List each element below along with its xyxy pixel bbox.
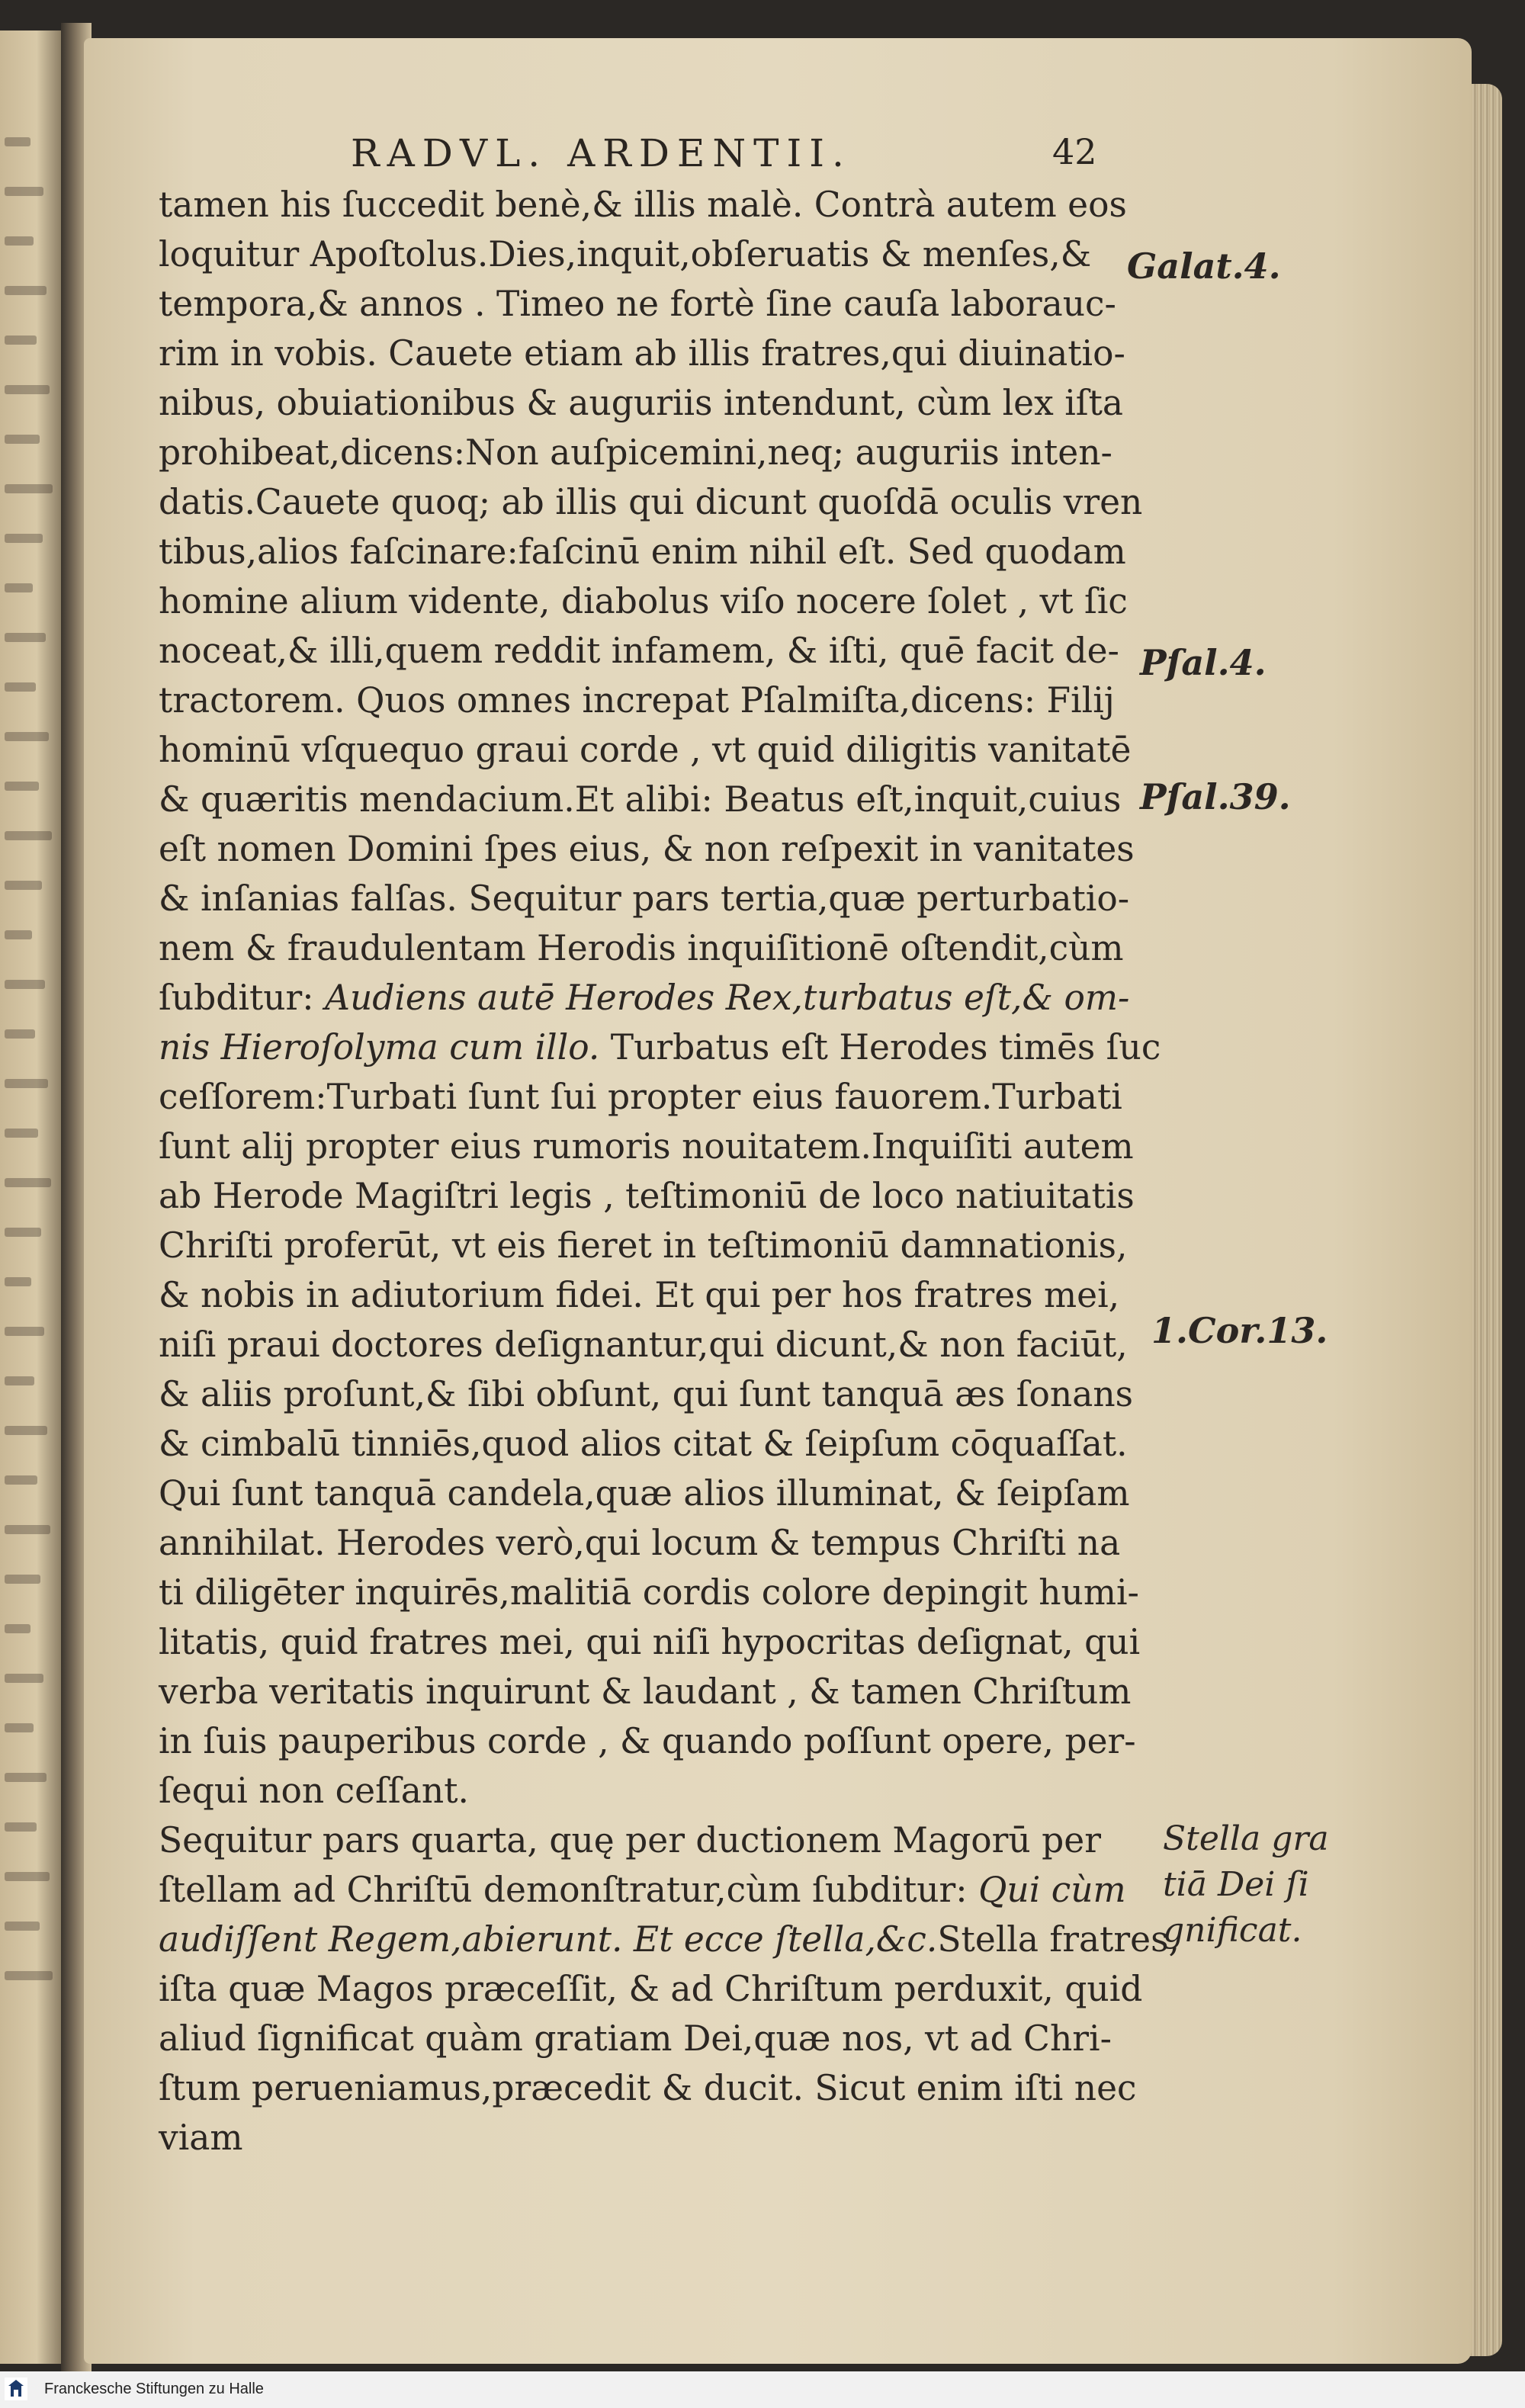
margin-note-psal-4: Pſal.4.: [1140, 642, 1267, 683]
facing-page-text-fragment: [5, 1872, 50, 1881]
margin-note-galat: Galat.4.: [1127, 246, 1281, 287]
facing-page-text-fragment: [5, 1029, 35, 1039]
text-line: [159, 824, 1150, 874]
facing-page-text-fragment: [5, 1525, 50, 1534]
text-line: [159, 1369, 1150, 1419]
facing-page-text-fragment: [5, 1922, 40, 1931]
text-segment: in ſuis pauperibus corde , & quando poſſunt opere, per-: [159, 1721, 1136, 1761]
text-line: [159, 1964, 1150, 2014]
stella-note-line: gnificat.: [1163, 1911, 1302, 1950]
text-line: [159, 676, 1150, 725]
text-line: [159, 1518, 1150, 1568]
text-segment: hominū vſquequo graui corde , vt quid diligitis vanitatē: [159, 730, 1132, 770]
text-segment: ſtum perueniamus,præcedit & ducit. Sicut enim iſti nec: [159, 2068, 1137, 2108]
text-line: [159, 1221, 1150, 1270]
text-line: [159, 923, 1150, 973]
text-line: [159, 1816, 1150, 1865]
stella-note-line: tiā Dei ſi: [1163, 1865, 1309, 1904]
text-segment: & nobis in adiutorium fidei. Et qui per hos fratres mei,: [159, 1275, 1120, 1315]
margin-note-stella: [1163, 1816, 1329, 1954]
running-title: RADVL. ARDENTII.: [351, 131, 852, 175]
text-segment: viam: [159, 2117, 243, 2158]
facing-page-text-fragment: [5, 1624, 30, 1633]
margin-note-cor: 1.Cor.13.: [1151, 1310, 1328, 1351]
italic-quote-segment: nis Hieroſolyma cum illo.: [159, 1027, 600, 1068]
text-line: [159, 1716, 1150, 1766]
text-line: [159, 725, 1150, 775]
facing-page-text-fragment: [5, 1475, 37, 1485]
text-line: [159, 626, 1150, 676]
footer-bar: [0, 2371, 1525, 2408]
text-segment: datis.Cauete quoq; ab illis qui dicunt quoſdā oculis vren: [159, 482, 1143, 522]
text-line: [159, 180, 1150, 230]
text-line: [159, 1270, 1150, 1320]
text-line: [159, 874, 1150, 923]
text-segment: nem & fraudulentam Herodis inquiſitionē oſtendit,cùm: [159, 928, 1124, 968]
page-number: 42: [1052, 131, 1097, 172]
facing-page-text-fragment: [5, 782, 39, 791]
stella-note-line: Stella gra: [1163, 1819, 1329, 1858]
text-line: [159, 2014, 1150, 2063]
text-line: [159, 428, 1150, 477]
text-segment: prohibeat,dicens:Non auſpicemini,neq; auguriis inten-: [159, 432, 1112, 473]
text-segment: ſunt alij propter eius rumoris nouitatem.Inquiſiti autem: [159, 1126, 1134, 1167]
text-segment: & cimbalū tinniēs,quod alios citat & ſeipſum cōquaſſat.: [159, 1424, 1128, 1464]
text-segment: litatis, quid fratres mei, qui niſi hypocritas deſignat, qui: [159, 1622, 1141, 1662]
text-segment: tempora,& annos . Timeo ne fortè ſine cauſa laborauc-: [159, 284, 1116, 324]
facing-page-text-fragment: [5, 1971, 53, 1980]
text-line: [159, 477, 1150, 527]
text-line: [159, 1469, 1150, 1518]
text-line: [159, 1072, 1150, 1122]
text-segment: rim in vobis. Cauete etiam ab illis fratres,qui diuinatio-: [159, 333, 1125, 374]
institution-logo-icon: [5, 2377, 27, 2400]
text-line: [159, 1122, 1150, 1171]
facing-page-text-fragment: [5, 1376, 34, 1385]
text-line: [159, 230, 1150, 279]
facing-page-text-fragment: [5, 1228, 41, 1237]
facing-page-text-fragment: [5, 534, 43, 543]
text-line: [159, 1667, 1150, 1716]
text-line: [159, 378, 1150, 428]
text-line: [159, 1419, 1150, 1469]
text-segment: iſta quæ Magos præceſſit, & ad Chriſtum perduxit, quid: [159, 1969, 1143, 2009]
facing-page-edge: [0, 31, 61, 2364]
text-line: [159, 279, 1150, 329]
text-segment: niſi praui doctores deſignantur,qui dicunt,& non faciūt,: [159, 1324, 1128, 1365]
text-line: [159, 1568, 1150, 1617]
facing-page-text-fragment: [5, 583, 33, 592]
text-line: [159, 1023, 1161, 1072]
text-segment: aliud ſignificat quàm gratiam Dei,quæ nos, vt ad Chri-: [159, 2018, 1112, 2059]
facing-page-text-fragment: [5, 732, 49, 741]
text-segment: Turbatus eſt Herodes timēs ſuc: [599, 1027, 1161, 1068]
text-segment: eſt nomen Domini ſpes eius, & non reſpexit in vanitates: [159, 829, 1135, 869]
facing-page-text-fragment: [5, 980, 45, 989]
facing-page-text-fragment: [5, 1674, 43, 1683]
facing-page-text-fragment: [5, 1723, 34, 1732]
body-text: [159, 180, 1180, 2162]
institution-name: Franckesche Stiftungen zu Halle: [44, 2381, 264, 2397]
facing-page-text-fragment: [5, 1079, 48, 1088]
facing-page-text-fragment: [5, 881, 42, 890]
facing-page-text-fragment: [5, 435, 40, 444]
text-segment: ti diligēter inquirēs,malitiā cordis colore depingit humi-: [159, 1572, 1139, 1613]
text-segment: ſtellam ad Chriſtū demonſtratur,cùm ſubditur:: [159, 1870, 979, 1910]
facing-page-text-fragment: [5, 1575, 40, 1584]
facing-page-text-fragment: [5, 187, 43, 196]
facing-page-text-fragment: [5, 682, 36, 692]
text-segment: tamen his ſuccedit benè,& illis malè. Contrà autem eos: [159, 185, 1127, 225]
text-line: [159, 2113, 1150, 2162]
facing-page-text-fragment: [5, 1178, 51, 1187]
text-line: [159, 576, 1150, 626]
text-segment: Sequitur pars quarta, quę per ductionem Magorū per: [159, 1820, 1101, 1861]
text-line: [159, 329, 1150, 378]
facing-page-text-fragment: [5, 336, 37, 345]
text-segment: ceſſorem:Turbati ſunt ſui propter eius fauorem.Turbati: [159, 1077, 1122, 1117]
text-segment: noceat,& illi,quem reddit infamem, & iſti, quē facit de-: [159, 631, 1119, 671]
text-segment: tractorem. Quos omnes increpat Pſalmiſta,dicens: Filij: [159, 680, 1115, 721]
text-line: [159, 1617, 1150, 1667]
facing-page-text-fragment: [5, 1773, 47, 1782]
text-segment: Chriſti proferūt, vt eis fieret in teſtimoniū damnationis,: [159, 1225, 1128, 1266]
text-segment: annihilat. Herodes verò,qui locum & tempus Chriſti na: [159, 1523, 1121, 1563]
text-line: [159, 1915, 1180, 1964]
text-line: [159, 1865, 1150, 1915]
facing-page-text-fragment: [5, 831, 52, 840]
facing-page-text-fragment: [5, 930, 32, 939]
facing-page-text-fragment: [5, 286, 47, 295]
facing-page-text-fragment: [5, 484, 53, 493]
facing-page-text-fragment: [5, 385, 50, 394]
text-segment: tibus,alios faſcinare:faſcinū enim nihil eſt. Sed quodam: [159, 531, 1126, 572]
italic-quote-segment: Audiens autē Herodes Rex,turbatus eſt,& om-: [325, 978, 1130, 1018]
facing-page-text-fragment: [5, 1327, 44, 1336]
text-segment: ab Herode Magiſtri legis , teſtimoniū de loco natiuitatis: [159, 1176, 1135, 1216]
text-segment: homine alium vidente, diabolus viſo nocere ſolet , vt ſic: [159, 581, 1128, 621]
facing-page-text-fragment: [5, 1277, 31, 1286]
text-line: [159, 973, 1150, 1023]
text-segment: & quæritis mendacium.Et alibi: Beatus eſt,inquit,cuius: [159, 779, 1122, 820]
text-segment: loquitur Apoſtolus.Dies,inquit,obſeruatis & menſes,&: [159, 234, 1092, 275]
text-line: [159, 1171, 1150, 1221]
text-line: [159, 2063, 1150, 2113]
text-segment: & inſanias falſas. Sequitur pars tertia,quæ perturbatio-: [159, 878, 1130, 919]
facing-page-text-fragment: [5, 1426, 47, 1435]
text-segment: verba veritatis inquirunt & laudant , & tamen Chriſtum: [159, 1671, 1132, 1712]
text-segment: Qui ſunt tanquā candela,quæ alios illuminat, & ſeipſam: [159, 1473, 1130, 1514]
facing-page-text-fragment: [5, 236, 34, 246]
text-segment: nibus, obuiationibus & auguriis intendunt, cùm lex iſta: [159, 383, 1124, 423]
text-segment: Stella fratres,: [937, 1919, 1180, 1960]
facing-page-text-fragment: [5, 137, 30, 146]
text-line: [159, 775, 1150, 824]
margin-note-psal-39: Pſal.39.: [1140, 776, 1291, 817]
facing-page-text-fragment: [5, 1822, 37, 1832]
text-line: [159, 527, 1150, 576]
text-line: [159, 1320, 1150, 1369]
text-segment: ſequi non ceſſant.: [159, 1771, 469, 1811]
text-segment: & aliis proſunt,& ſibi obſunt, qui ſunt tanquā æs ſonans: [159, 1374, 1133, 1414]
italic-quote-segment: Qui cùm: [978, 1870, 1126, 1910]
text-line: [159, 1766, 1150, 1816]
text-segment: ſubditur:: [159, 978, 326, 1018]
facing-page-text-fragment: [5, 1129, 38, 1138]
italic-quote-segment: audiſſent Regem,abierunt. Et ecce ſtella,&c.: [159, 1919, 938, 1960]
facing-page-text-fragment: [5, 633, 46, 642]
